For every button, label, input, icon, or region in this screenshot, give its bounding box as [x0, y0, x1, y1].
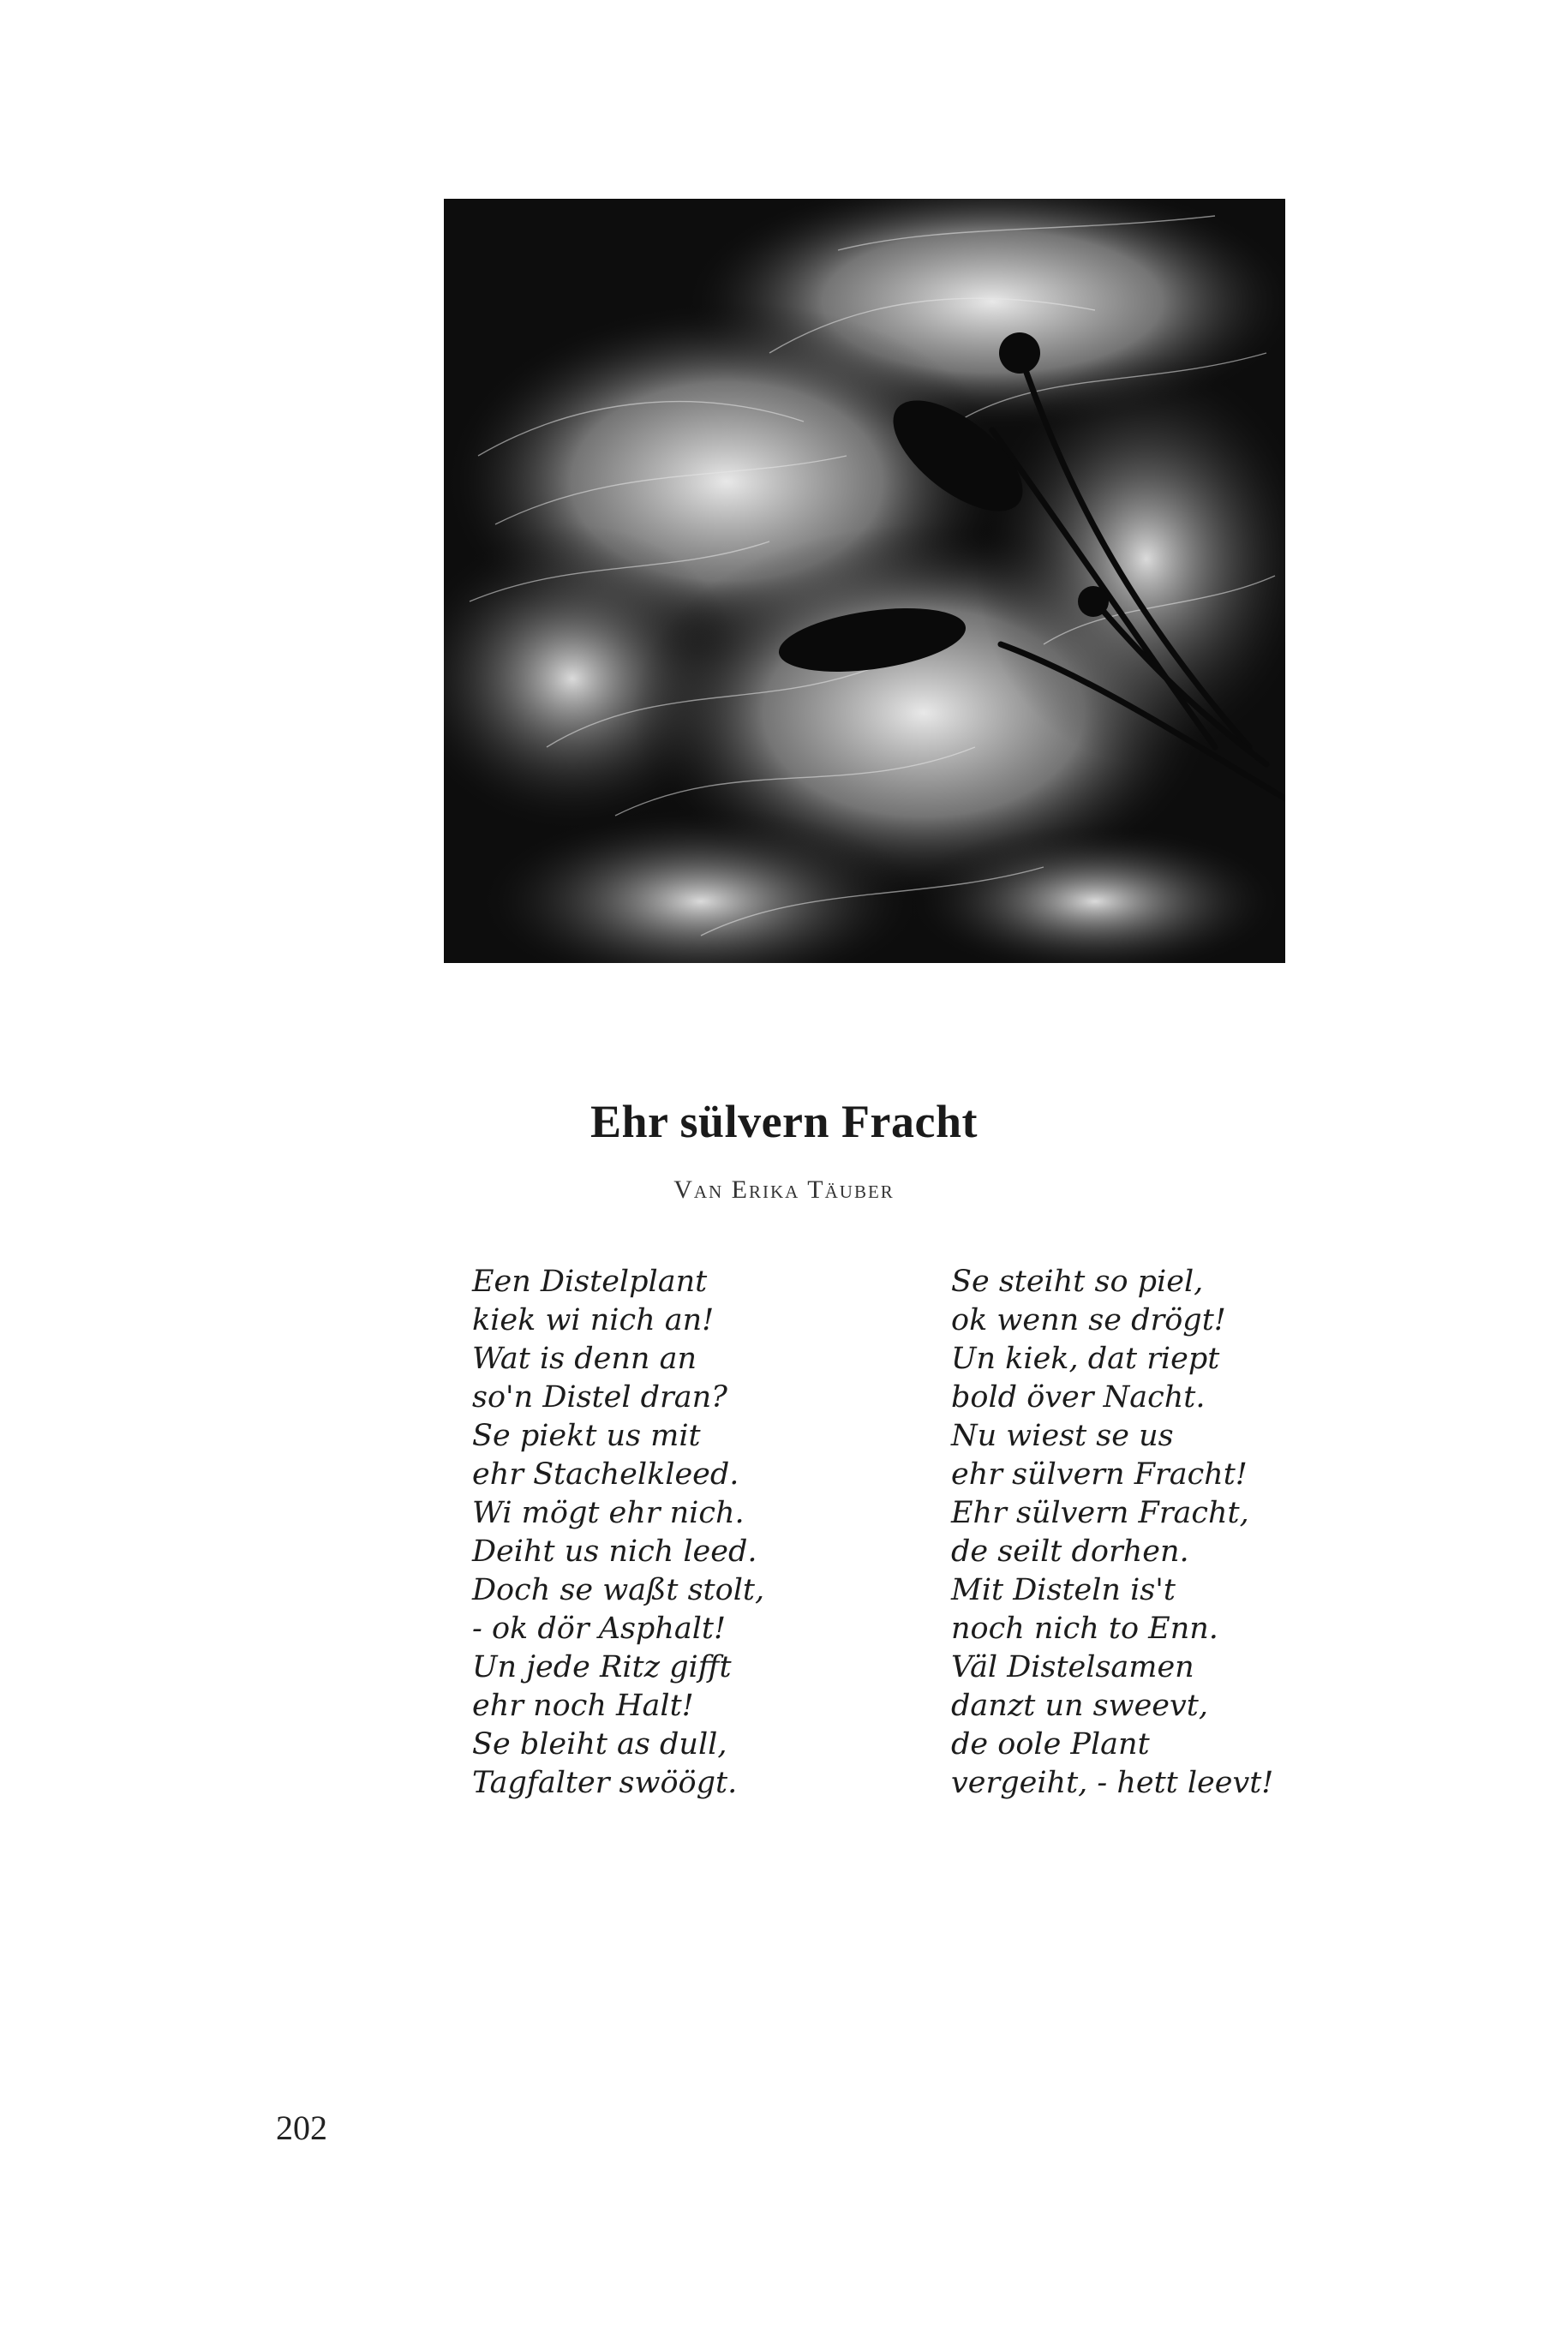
- poem-line: Nu wiest se us: [951, 1419, 1174, 1453]
- poem-line: ehr Stachelkleed.: [472, 1457, 739, 1492]
- poem-stanza-right: [951, 1263, 1273, 1803]
- poem-line: Wi mögt ehr nich.: [472, 1496, 745, 1530]
- poem-line: Tagfalter swöögt.: [472, 1766, 738, 1800]
- poem-line: so'n Distel dran?: [472, 1380, 727, 1415]
- poem-line: de oole Plant: [951, 1727, 1150, 1762]
- poem-stanza-left: [472, 1263, 764, 1803]
- thistle-photo: [444, 199, 1285, 963]
- poem-title: Ehr sülvern Fracht: [590, 1096, 978, 1147]
- poem-line: - ok dör Asphalt!: [472, 1612, 727, 1646]
- poem-line: ok wenn se drögt!: [951, 1303, 1226, 1337]
- poem-line: Wat is denn an: [472, 1342, 697, 1376]
- poem-line: de seilt dorhen.: [951, 1534, 1189, 1569]
- thistle-photo-graphic: [444, 199, 1285, 963]
- poem-line: Un jede Ritz gifft: [472, 1650, 732, 1684]
- poem-line: Deiht us nich leed.: [472, 1534, 757, 1569]
- poem-line: danzt un sweevt,: [951, 1689, 1208, 1723]
- poem-line: Ehr sülvern Fracht,: [951, 1496, 1249, 1530]
- poem-line: Een Distelplant: [472, 1265, 708, 1299]
- poem-line: vergeiht, - hett leevt!: [951, 1766, 1274, 1800]
- poem-line: kiek wi nich an!: [472, 1303, 715, 1337]
- poem-line: Se piekt us mit: [472, 1419, 701, 1453]
- poem-line: Väl Distelsamen: [951, 1650, 1194, 1684]
- poem-line: Un kiek, dat riept: [951, 1342, 1220, 1376]
- page-number: 202: [276, 2109, 327, 2147]
- poem-line: ehr sülvern Fracht!: [951, 1457, 1248, 1492]
- poem-line: ehr noch Halt!: [472, 1689, 694, 1723]
- poem-line: Se steiht so piel,: [951, 1265, 1204, 1299]
- poem-line: Mit Disteln is't: [951, 1573, 1176, 1607]
- poem-line: Doch se waßt stolt,: [472, 1573, 765, 1607]
- poem-line: Se bleiht as dull,: [472, 1727, 727, 1762]
- poem-line: noch nich to Enn.: [951, 1612, 1218, 1646]
- poem-byline: Van Erika Täuber: [673, 1175, 895, 1204]
- poem-line: bold över Nacht.: [951, 1380, 1206, 1415]
